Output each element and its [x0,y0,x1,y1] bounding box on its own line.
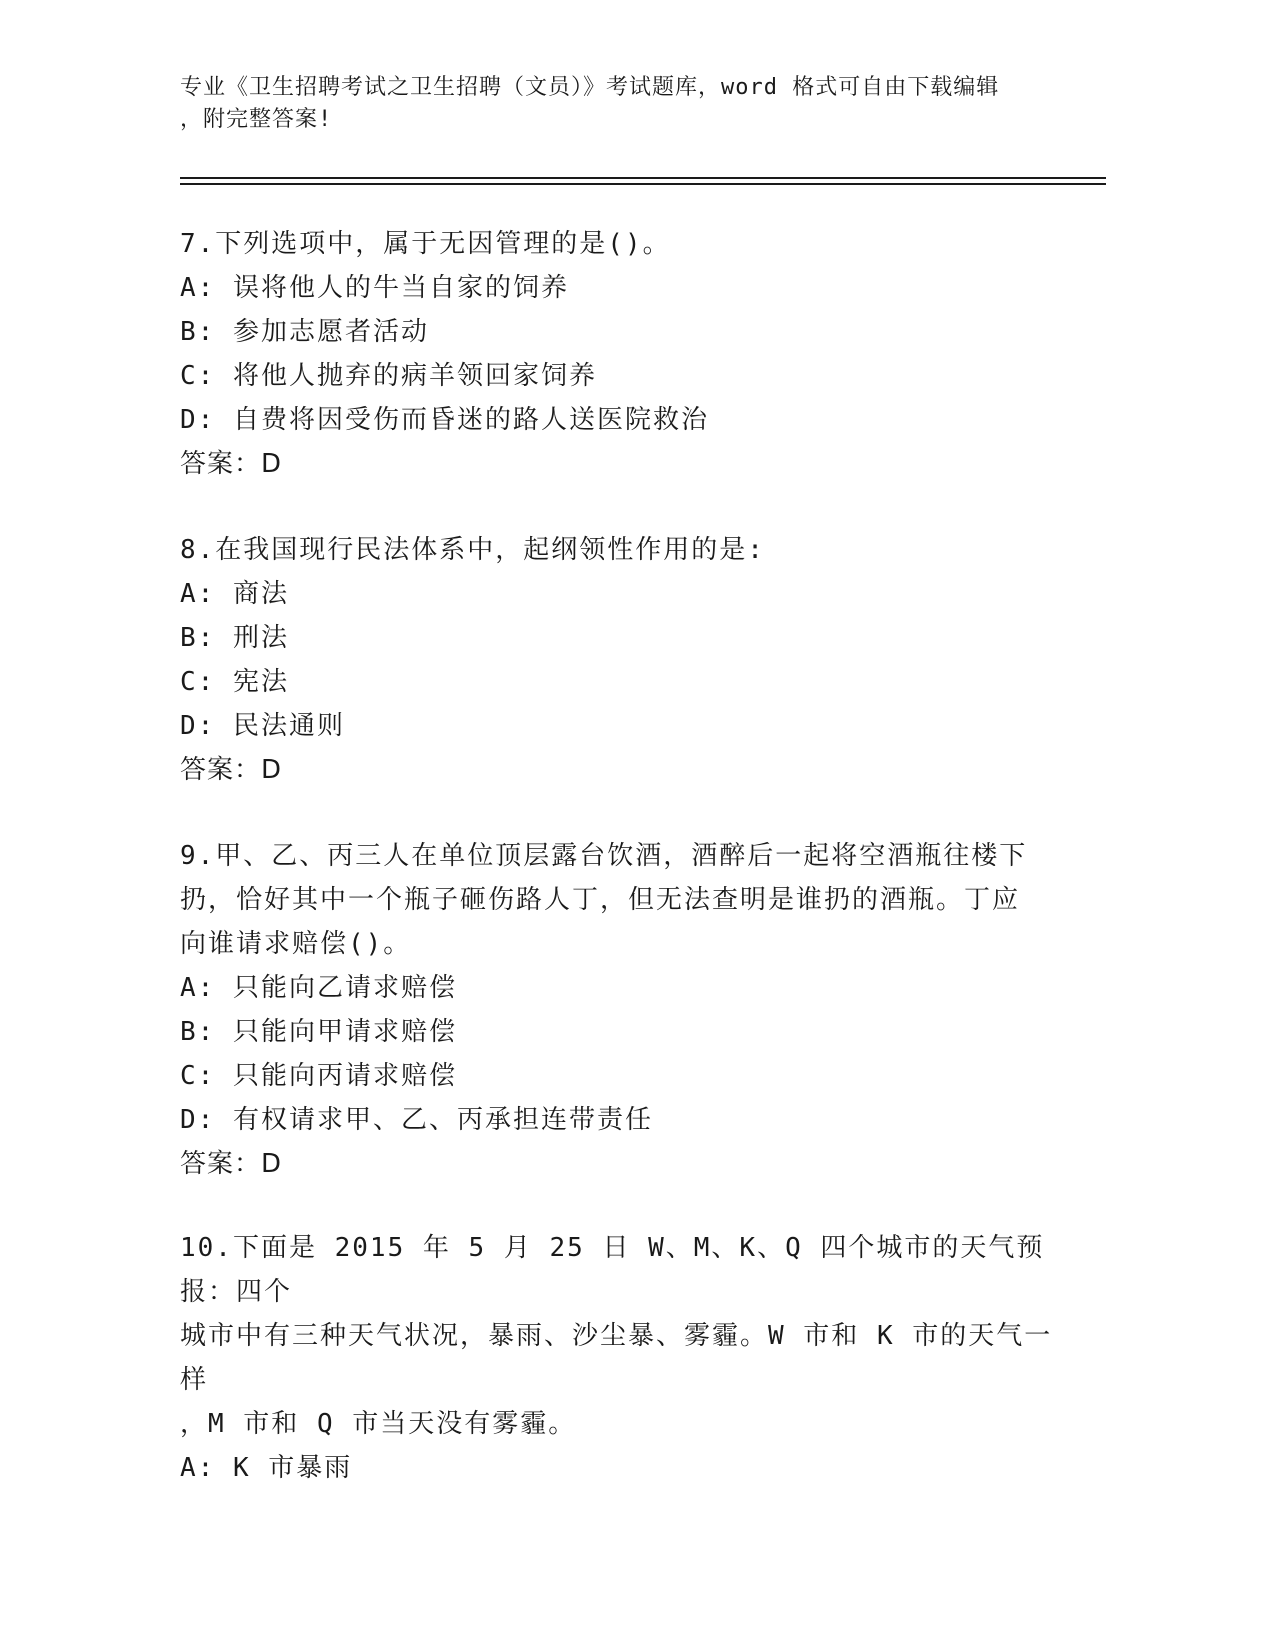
question-10 [180,1226,1080,1490]
answer-line: 答案：D [180,449,283,479]
option-a: A: 商法 [180,579,289,609]
answer-line: 答案：D [180,755,283,785]
header-line-1: 专业《卫生招聘考试之卫生招聘（文员）》考试题库，word 格式可自由下载编辑 [180,75,1000,100]
option-c: C: 宪法 [180,667,289,697]
question-stem-line-3: 向谁请求赔偿()。 [180,929,412,959]
header-line-2: ，附完整答案! [180,107,333,132]
option-b: B: 刑法 [180,623,289,653]
answer-line: 答案：D [180,1149,283,1179]
header-divider-top [180,177,1106,179]
question-9 [180,834,1080,1186]
question-stem: 7.下列选项中，属于无因管理的是()。 [180,229,671,259]
question-stem-line-1: 9.甲、乙、丙三人在单位顶层露台饮酒，酒醉后一起将空酒瓶往楼下 [180,841,1028,871]
option-c: C: 只能向丙请求赔偿 [180,1061,457,1091]
document-header [180,72,1060,136]
option-a: A: K 市暴雨 [180,1453,353,1483]
option-a: A: 只能向乙请求赔偿 [180,973,457,1003]
option-d: D: 民法通则 [180,711,345,741]
question-stem: 8.在我国现行民法体系中，起纲领性作用的是: [180,535,765,565]
question-7 [180,222,1080,486]
option-a: A: 误将他人的牛当自家的饲养 [180,273,569,303]
option-c: C: 将他人抛弃的病羊领回家饲养 [180,361,597,391]
option-b: B: 只能向甲请求赔偿 [180,1017,457,1047]
question-8 [180,528,1080,792]
option-d: D: 有权请求甲、乙、丙承担连带责任 [180,1105,653,1135]
question-stem-line-2: 城市中有三种天气状况，暴雨、沙尘暴、雾霾。W 市和 K 市的天气一样 [180,1321,1053,1395]
header-divider-bottom [180,183,1106,185]
question-stem-line-3: ，M 市和 Q 市当天没有雾霾。 [180,1409,577,1439]
option-d: D: 自费将因受伤而昏迷的路人送医院救治 [180,405,709,435]
question-stem-line-2: 扔，恰好其中一个瓶子砸伤路人丁，但无法查明是谁扔的酒瓶。丁应 [180,885,1021,915]
question-stem-line-1: 10.下面是 2015 年 5 月 25 日 W、M、K、Q 四个城市的天气预报：四个 [180,1233,1045,1307]
option-b: B: 参加志愿者活动 [180,317,429,347]
